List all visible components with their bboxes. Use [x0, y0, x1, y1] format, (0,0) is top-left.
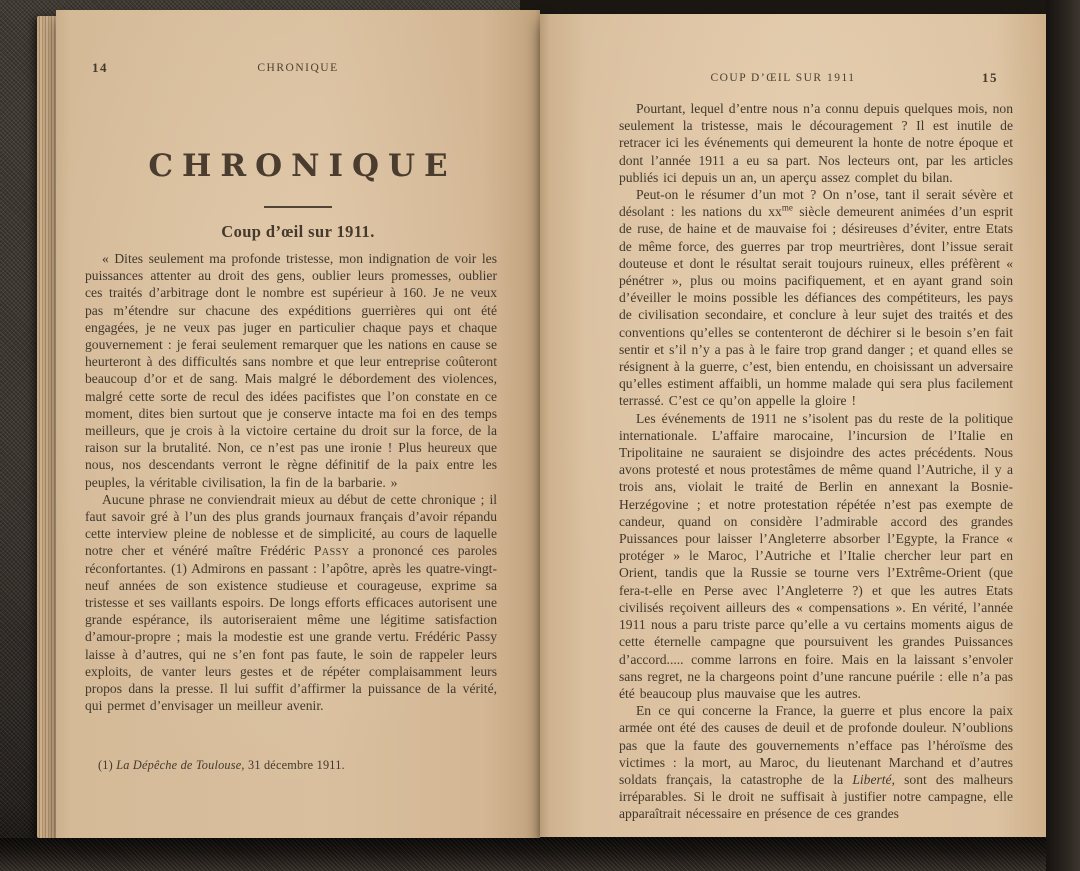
footnote-source-title: La Dépêche de Toulouse: [116, 758, 242, 772]
cover-bottom-shadow: [0, 838, 1080, 871]
left-body-text: [85, 250, 497, 714]
fore-edge-page-stack: [37, 16, 58, 838]
left-paragraph-2: [85, 491, 497, 715]
left-page-number: 14: [92, 60, 108, 75]
right-paragraph-1: Pourtant, lequel d’entre nous n’a connu depuis quelques mois, non seulement la tristesse, mais le découragement ? Il est inutile de retracer ici les événements qui demeurent la honte de notre époque et dont l’année 1911 a eu sa part. Nos lecteurs ont, par les articles publiés ici depuis un an, un aperçu assez complet du bilan.: [619, 101, 1013, 185]
right-running-title: COUP D’ŒIL SUR 1911: [710, 72, 856, 84]
century-superscript: me: [781, 202, 793, 213]
right-page: [540, 14, 1046, 837]
footnote: [98, 758, 498, 773]
left-paragraph-2-tail: a prononcé ces paroles réconfortantes. (1) Admirons en passant : l’apôtre, après les quatre-vingt-neuf années de son existence studieuse et courageuse, exprime sa tristesse et ses vaillants espoirs. De longs efforts efficaces autorisent une grande espérance, ils autoriseraient même une légitime satisfaction d’amour-propre ; mais la modestie est une grande vertu. Frédéric Passy laisse à d’autres, qui ne s’en font pas faute, le soin de rappeler leurs exploits, de vanter leurs gestes et de répéter complaisamment leurs propos dans la presse. Il lui suffit d’affirmer la puissance de la vérité, qui permet d’envisager un meilleur avenir.: [85, 543, 497, 714]
cover-right-shadow: [1046, 0, 1080, 871]
right-paragraph-4: [619, 702, 1013, 822]
right-paragraph-3: Les événements de 1911 ne s’isolent pas du reste de la politique internationale. L’affaire marocaine, l’incursion de l’Italie en Tripolitaine ne sauraient se disjoindre des actes précédents. Nous avons protesté et nous protestâmes de même quand l’Autriche, il y a trois ans, violait le traité de Berlin en annexant la Bosnie-Herzégovine ; et notre protestation répétée n’est pas exempte de candeur, quand on considère l’admirable accord des grandes Puissances pour laisser l’Angleterre absorber l’Egypte, la France « protéger » le Maroc, l’Autriche et l’Italie chercher leur part en Orient, tandis que la Russie se tourne vers l’Extrême-Orient (que fera-t-elle en Perse avec l’Angleterre ?) et que les autres Etats civilisés reçoivent ailleurs des « compensations ». En vérité, l’année 1911 nous a paru triste parce qu’elle a vu certains moments aigus de cette éternelle campagne que poursuivent les grandes Puissances d’accord..... comme larrons en foire. Mais en la laissant s’envoler sans regret, ne la chargeons point d’une rancune puérile : elle n’a pas été beaucoup plus mauvaise que les autres.: [619, 410, 1013, 701]
left-running-header: [56, 62, 540, 74]
left-running-title: CHRONIQUE: [257, 62, 339, 74]
left-paragraph-2-lead: Aucune phrase ne conviendrait mieux au début de cette chronique ; il faut savoir gré à l’un des plus grands journaux français d’avoir répandu cette interview pleine de noblesse et de simplicité, au cours de laquelle notre cher et vénéré maître Frédéric: [85, 491, 497, 559]
right-running-header: [540, 72, 1046, 84]
right-paragraph-2-tail: siècle demeurent animées d’un esprit de ruse, de haine et de mauvaise foi ; désireuses d’éviter, entre Etats de même force, des guerres par trop meurtrières, dont l’issue serait douteuse et dont le résultat serait toujours ruineux, elles préfèrent « pénétrer », plus ou moins pacifiquement, et en ayant grand soin d’éveiller le moins possible les défiances des compétiteurs, les pays de civilisation secondaire, et conclure à leur sujet des traités et des conventions qu’elles se contenteront de déchirer si le besoin s’en fait sentir et s’il n’y a pas à le faire trop grand danger ; et quand elles se résignent à la guerre, c’est, bien entendu, en choisissant un adversaire qu’elles estiment affaibli, un homme malade qui sera plus facilement terrassé. C’est ce qu’on appelle la gloire !: [619, 204, 1013, 409]
chapter-title: CHRONIQUE: [148, 148, 457, 184]
right-page-number: 15: [982, 70, 998, 85]
left-page: [56, 10, 540, 839]
title-rule: [264, 206, 332, 208]
footnote-marker: (1): [98, 758, 117, 772]
left-paragraph-1: « Dites seulement ma profonde tristesse, mon indignation de voir les puissances attenter au droit des gens, oublier leurs promesses, oublier ces traités d’arbitrage dont le nombre est supérieur à 160. Je ne veux pas m’étendre sur chacune des expéditions guerrières qui ont été engagées, je ne veux pas juger en particulier chaque pays et chaque gouvernement : je ferai seulement remarquer que les nations en cause se heurteront à des difficultés sans nombre et que leur entreprise coûteront beaucoup d’or et de sang. Mais malgré le débordement des violences, malgré cette sorte de recul des idées pacifistes que l’on constate en ce moment, dites bien surtout que je conserve intacte ma foi en des temps meilleurs, que je crois à la victoire certaine du droit sur la force, de la raison sur la brutalité. Non, ce n’est pas une ironie ! Plus heureux que nous, nos descendants verront le règne définitif de la paix entre les peuples, la véritable civilisation, la fin de la barbarie. »: [85, 251, 497, 490]
right-paragraph-2-lead: Peut-on le résumer d’un mot ? On n’ose, tant il serait sévère et désolant : les nations du xx: [619, 187, 1013, 220]
footnote-date: , 31 décembre 1911.: [241, 758, 345, 772]
right-body-text: [619, 100, 1013, 823]
right-paragraph-4-lead: En ce qui concerne la France, la guerre et plus encore la paix armée ont été des causes de deuil et de profonde douleur. N’oublions pas que la faute des gouvernements n’efface pas l’héroïsme des victimes : la mort, au Maroc, du lieutenant Marchand et d’autres soldats français, la catastrophe de la: [619, 703, 1013, 787]
section-subtitle: Coup d’œil sur 1911.: [221, 222, 375, 241]
right-paragraph-2: [619, 186, 1013, 410]
chapter-heading: [56, 148, 540, 208]
ship-name-liberte: Liberté: [852, 771, 892, 787]
right-paragraph-4-tail: , sont des malheurs irréparables. Si le droit ne suffisait à justifier notre campagne, elle apparaîtrait nécessaire en présence de ces grandes: [619, 771, 1013, 822]
passy-small-caps-name: Passy: [313, 543, 350, 559]
